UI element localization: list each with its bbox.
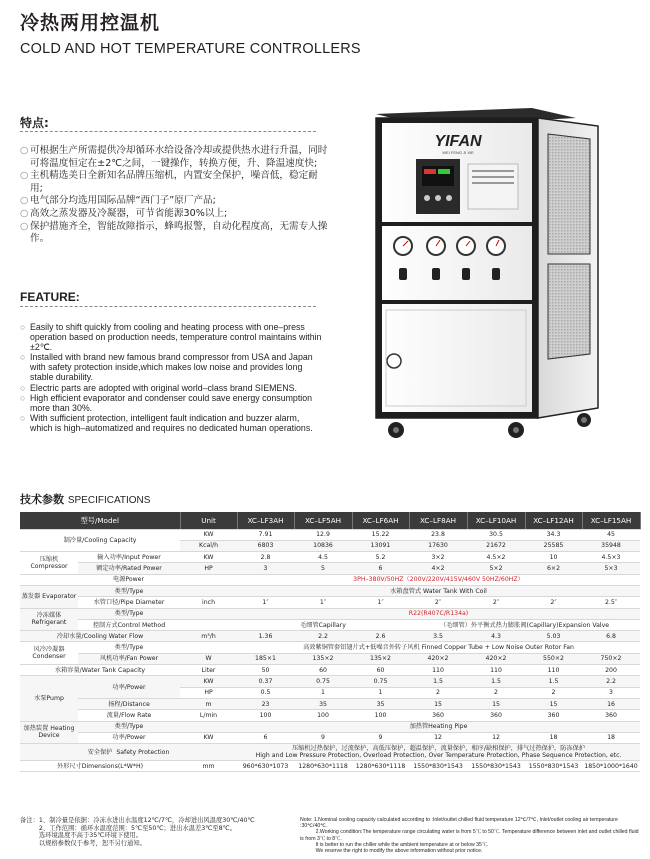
features-en-heading: FEATURE:: [20, 290, 80, 304]
table-row: 安全保护 Safety Protection 压缩机过热保护，过流保护，高低压保护，超温保护，流量保护，相序/缺相保护，排气过热保护，防冻保护 High and Low Pressure Protection, Overload Protection, Over Temperature Protection, Phase Sequence Protection, etc.: [20, 744, 640, 761]
table-row: 冷却水量/Cooling Water Flow m³/h 1.36 2.2 2.6 3.5 4.3 5.03 6.8: [20, 631, 640, 642]
table-row: HP 0.5 1 1 2 2 2 3: [20, 687, 640, 698]
table-row: 扬程/Distance m 23 35 35 15 15 15 16: [20, 698, 640, 709]
list-item: ○ Electric parts are adopted with original world–class brand SIEMENS.: [20, 382, 297, 393]
list-item: ○ 主机精选美日全新知名品牌压缩机，内置安全保护，噪音低，稳定耐用;: [20, 170, 318, 194]
list-item: ○ With sufficient protection, intelligent fault indication and buzzer alarm, which is high–automatized and requires no dedicated human operations.: [20, 412, 313, 433]
table-row: 水箱容量/Water Tank Capacity Liter 50 60 60 110 110 110 200: [20, 665, 640, 676]
table-row: 冷冻媒体 Refrigerant 类型/Type R22(R407C/R134a): [20, 608, 640, 619]
brand-logo: YIFAN: [434, 133, 482, 150]
list-item: ○ 高效之蒸发器及冷凝器，可节省能源30%以上;: [20, 207, 228, 219]
list-item: ○ High efficient evaporator and condenser could save energy consumption more than 30%.: [20, 392, 313, 413]
chiller-machine-image: [336, 104, 636, 454]
table-row: 风冷冷凝器 Condenser 类型/Type 高效紫铜管套铝翅片式+低噪音外转子风机 Finned Copper Tube + Low Noise Outer Rotor Fan: [20, 642, 640, 653]
table-row: 压缩机 Compressor 输入功率/Input Power KW 2.8 4.5 5.2 3×2 4.5×2 10 4.5×3: [20, 552, 640, 563]
table-row: 水泵Pump 功率/Power KW 0.37 0.75 0.75 1.5 1.5 1.5 2.2: [20, 676, 640, 687]
list-item: ○ Easily to shift quickly from cooling and heating process with one–press operation based on production needs, temperature control maintains within ±2℃.: [20, 322, 322, 353]
page-subtitle: COLD AND HOT TEMPERATURE CONTROLLERS: [20, 41, 361, 57]
table-row: 控制方式Control Method 毛细管Capillary （毛细管）外平衡式热力膨胀阀(Capillary)Expansion Valve: [20, 619, 640, 630]
table-row: 功率/Power KW 6 9 9 12 12 18 18: [20, 732, 640, 743]
list-item: ○ 可根据生产所需提供冷却循环水给设备冷却或提供热水进行升温，同时可将温度恒定在±2℃之间，一键操作，转换方便，升、降温速度快;: [20, 145, 328, 169]
specs-heading: 技术参数 SPECIFICATIONS: [20, 493, 151, 506]
table-row: 电源Power 3PH–380V/50HZ（200V/220V/415V/460V 50HZ/60HZ）: [20, 574, 640, 585]
table-row: 流量/Flow Rate L/min 100 100 100 360 360 360 360: [20, 710, 640, 721]
table-header-row: 型号/Model Unit XC–LF3AH XC–LF5AH XC–LF6AH XC–LF8AH XC–LF10AH XC–LF12AH XC–LF15AH: [20, 512, 640, 529]
table-row: Kcal/h 6803 10836 13091 17630 21672 25585 35948: [20, 540, 640, 551]
table-row: 风机功率/Fan Power W 185×1 135×2 135×2 420×2 420×2 550×2 750×2: [20, 653, 640, 664]
specs-table: [20, 512, 641, 772]
page-title: 冷热两用控温机: [20, 12, 161, 34]
notes-en: Note: 1.Nominal cooling capacity calculated according to :Inlet/outlet chilled fluid temperature 12℃/7℃, Inlet/outlet cooling air temperature :30℃/40℃. 2.Working condition:The temperature range circulating water is from 5℃ to 50℃. Temperature difference between inlet and outlet chilled fluid is from 3℃ to 8℃. It is better to run the chiller while the ambient temperature at or below 35℃. We reserve the right to modify the above information without prior notice.: [300, 817, 639, 855]
table-row: 蒸发器 Evaporator 类型/Type 水箱盘管式 Water Tank With Coil: [20, 585, 640, 596]
notes-zh: 备注：1、制冷量是依据：冷冻水进出水温度12℃/7℃，冷却进出风温度30℃/40℃ 2、工作范围：循环水温度范围：5℃至50℃；进出水温差3℃至8℃。 选环境温度不高于35℃环境下使用。 以规格参数仅于参考，恕不另行通知。: [20, 817, 255, 848]
list-item: ○ 保护措施齐全，智能故障指示，蜂鸣报警，自动化程度高，无需专人操作。: [20, 220, 328, 245]
table-row: 外形尺寸Dimensions(L*W*H) mm 960*630*1073 1280*630*1118 1280*630*1118 1550*830*1543 1550*830*1543 1550*830*1543 1850*1000*1640: [20, 761, 640, 772]
table-row: 加热装置 Heating Device 类型/Type 加热管Heating Pipe: [20, 721, 640, 732]
table-row: 水管口径/Pipe Diameter inch 1″ 1″ 1″ 2″ 2″ 2″ 2.5″: [20, 597, 640, 608]
features-en-list: [20, 322, 324, 433]
divider: [20, 306, 316, 307]
list-item: ○ Installed with brand new famous brand compressor from USA and Japan with safety protection inside,which makes low noise and provides long stable durability.: [20, 352, 313, 383]
features-zh-heading: 特点:: [20, 116, 49, 130]
divider: [20, 131, 316, 132]
features-zh-list: [20, 145, 330, 246]
svg-text:WEI FENG JI XIE: WEI FENG JI XIE: [442, 150, 474, 155]
table-row: 制冷量/Cooling Capacity KW 7.91 12.9 15.22 23.8 30.5 34.3 45: [20, 529, 640, 540]
table-row: 额定功率/Rated Power HP 3 5 6 4×2 5×2 6×2 5×3: [20, 563, 640, 574]
list-item: ○ 电气部分均选用国际品牌“西门子”原厂产品;: [20, 195, 216, 207]
